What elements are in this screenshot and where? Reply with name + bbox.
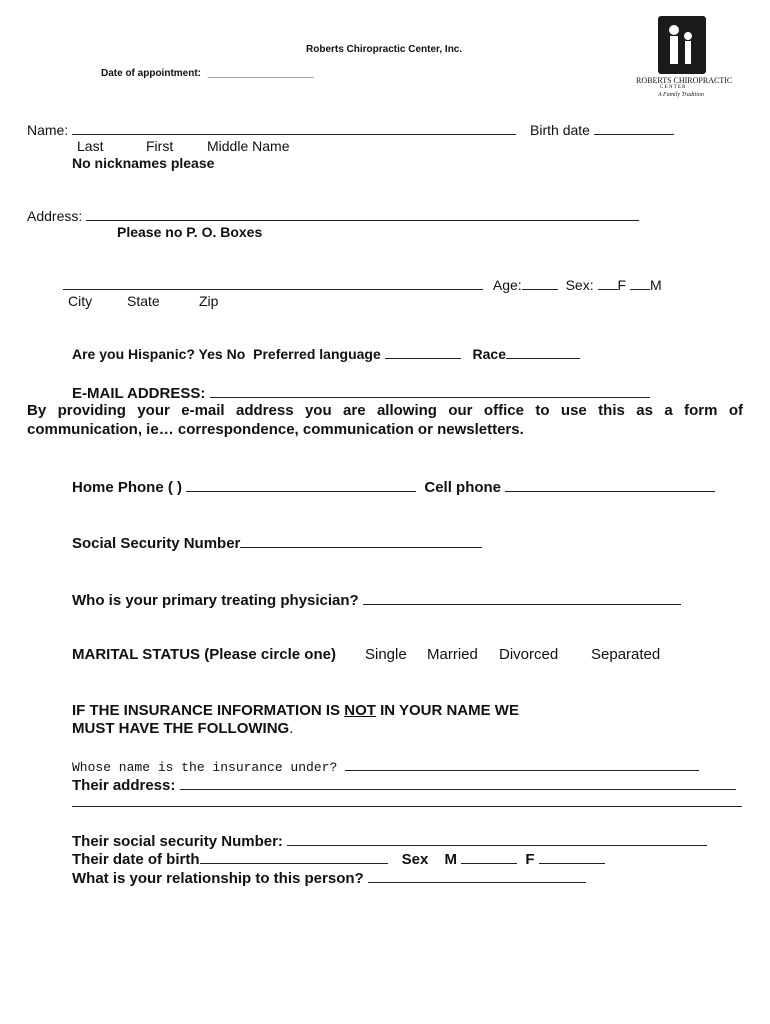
whose-name-row — [72, 756, 699, 775]
marital-status-label: MARITAL STATUS (Please circle one) — [72, 646, 336, 663]
not-emphasis: NOT — [344, 702, 376, 719]
their-address-field[interactable] — [180, 775, 736, 790]
email-row — [72, 383, 650, 402]
relationship-field[interactable] — [368, 868, 586, 883]
ssn-field[interactable] — [240, 533, 482, 548]
email-label: E-MAIL ADDRESS: — [72, 385, 206, 402]
logo-name: ROBERTS CHIROPRACTIC — [636, 76, 733, 85]
language-label: Preferred language — [253, 346, 381, 362]
address-row — [27, 206, 639, 224]
their-sex-f-label: F — [525, 851, 535, 868]
their-sex-f-field[interactable] — [539, 849, 605, 864]
no-nicknames-note: No nicknames please — [72, 155, 215, 171]
birth-date-label: Birth date — [530, 122, 590, 138]
marital-option-married[interactable]: Married — [427, 646, 478, 663]
language-field[interactable] — [385, 344, 461, 359]
race-field[interactable] — [506, 344, 580, 359]
birth-date-field[interactable] — [594, 120, 674, 135]
age-label: Age: — [492, 277, 522, 293]
physician-field[interactable] — [363, 590, 681, 605]
zip-label: Zip — [199, 293, 219, 309]
appointment-date-field[interactable]: ___________________ — [207, 68, 314, 79]
sex-m-label: M — [649, 277, 662, 293]
name-sub-middle: Middle Name — [207, 138, 290, 154]
no-po-box-note: Please no P. O. Boxes — [117, 224, 263, 240]
address-label: Address: — [27, 208, 83, 224]
sex-m-field[interactable] — [630, 275, 650, 290]
race-label: Race — [472, 346, 506, 362]
their-sex-label: Sex — [401, 851, 429, 868]
city-state-zip-field[interactable] — [63, 275, 483, 290]
physician-label: Who is your primary treating physician? — [72, 592, 359, 609]
logo — [632, 14, 732, 100]
home-phone-label: Home Phone ( ) — [72, 479, 183, 496]
logo-center: C E N T E R — [660, 85, 686, 90]
their-sex-m-label: M — [444, 851, 458, 868]
email-consent-line-2: communication, ie… correspondence, communication or newsletters. — [27, 421, 524, 438]
cell-phone-field[interactable] — [505, 477, 715, 492]
state-label: State — [127, 293, 160, 309]
appointment-date-label: Date of appointment: ___________________ — [101, 68, 314, 79]
marital-option-single[interactable]: Single — [365, 646, 407, 663]
sex-f-label: F — [617, 277, 627, 293]
ssn-label: Social Security Number — [72, 535, 241, 552]
insurance-heading-line-1: IF THE INSURANCE INFORMATION IS NOT IN YOUR NAME WE — [72, 702, 519, 719]
insurance-heading-line-2: MUST HAVE THE FOLLOWING. — [72, 720, 294, 737]
relationship-label: What is your relationship to this person? — [72, 870, 364, 887]
city-label: City — [68, 293, 93, 309]
home-phone-field[interactable] — [186, 477, 416, 492]
hispanic-row — [72, 344, 580, 362]
physician-row — [72, 590, 681, 609]
hispanic-label: Are you Hispanic? Yes No — [72, 346, 246, 362]
their-dob-row — [72, 849, 605, 868]
their-ssn-row — [72, 831, 707, 850]
relationship-row — [72, 868, 586, 887]
name-sub-last: Last — [77, 138, 104, 154]
their-ssn-label: Their social security Number: — [72, 833, 283, 850]
marital-option-divorced[interactable]: Divorced — [499, 646, 559, 663]
cell-phone-label: Cell phone — [424, 479, 502, 496]
org-title: Roberts Chiropractic Center, Inc. — [306, 44, 463, 55]
their-sex-m-field[interactable] — [461, 849, 517, 864]
ssn-row — [72, 533, 482, 552]
address-field[interactable] — [86, 206, 639, 221]
logo-tagline: A Family Tradition — [658, 92, 704, 98]
whose-name-label: Whose name is the insurance under? — [72, 760, 338, 775]
email-consent-line-1: By providing your e-mail address you are allowing our office to use this as a form of — [27, 402, 743, 419]
age-field[interactable] — [522, 275, 558, 290]
name-sub-first: First — [146, 138, 174, 154]
name-row — [27, 120, 674, 138]
their-address-label: Their address: — [72, 777, 176, 794]
marital-option-separated[interactable]: Separated — [591, 646, 661, 663]
email-field[interactable] — [210, 383, 650, 398]
whose-name-field[interactable] — [345, 756, 699, 771]
their-ssn-field[interactable] — [287, 831, 707, 846]
sex-label: Sex: — [565, 277, 594, 293]
sex-f-field[interactable] — [598, 275, 618, 290]
name-field[interactable] — [72, 120, 516, 135]
name-label: Name: — [27, 122, 69, 138]
their-dob-field[interactable] — [200, 849, 388, 864]
phone-row — [72, 477, 715, 496]
their-address-line-2[interactable] — [72, 792, 742, 812]
city-row — [63, 275, 662, 293]
their-dob-label: Their date of birth — [72, 851, 200, 868]
